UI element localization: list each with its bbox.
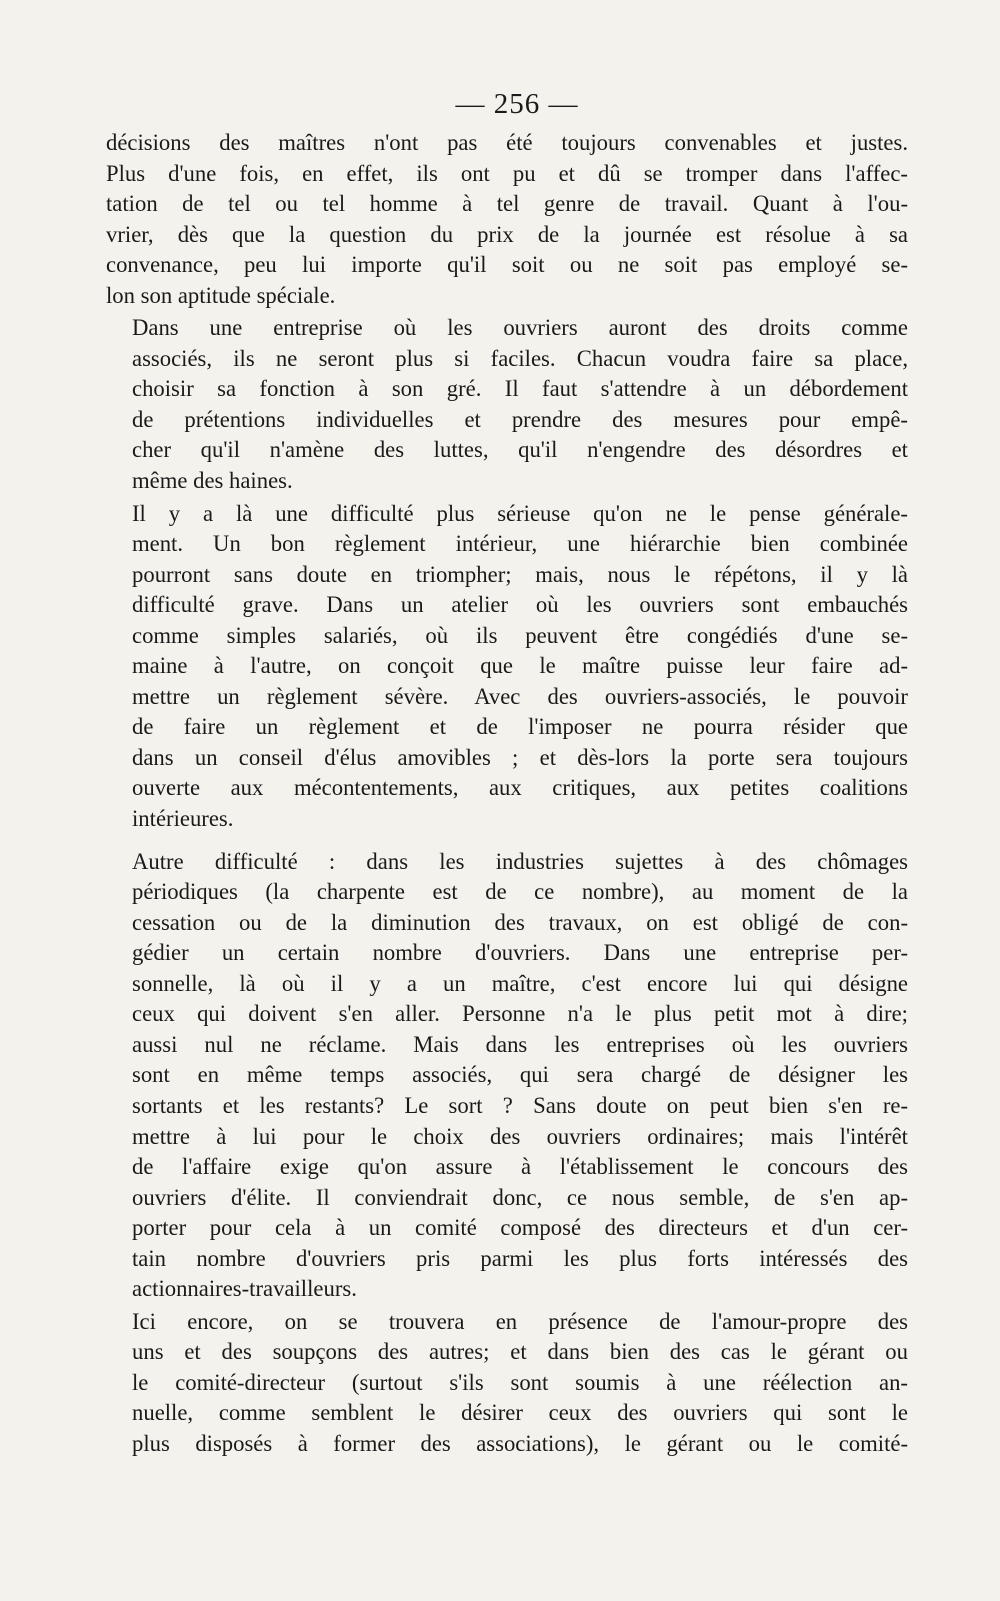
text-line: de faire un règlement et de l'imposer ne pourra résider que: [132, 714, 908, 740]
text-line: le comité-directeur (surtout s'ils sont soumis à une réélection an-: [132, 1369, 908, 1395]
text-line: convenance, peu lui importe qu'il soit ou ne soit pas employé se-: [106, 252, 908, 278]
text-line: nuelle, comme semblent le désirer ceux des ouvriers qui sont le: [132, 1400, 908, 1426]
text-line: ouverte aux mécontentements, aux critiques, aux petites coalitions: [132, 775, 908, 801]
text-line: sortants et les restants? Le sort ? Sans doute on peut bien s'en re-: [132, 1092, 908, 1118]
text-line: mettre un règlement sévère. Avec des ouvriers-associés, le pouvoir: [132, 683, 908, 709]
text-line: tation de tel ou tel homme à tel genre de travail. Quant à l'ou-: [106, 191, 908, 217]
body-text: [106, 128, 908, 1460]
text-line: périodiques (la charpente est de ce nombre), au moment de la: [132, 879, 908, 905]
text-line: décisions des maîtres n'ont pas été toujours convenables et justes.: [106, 130, 908, 155]
text-line: vrier, dès que la question du prix de la journée est résolue à sa: [106, 221, 908, 247]
text-line: Il y a là une difficulté plus sérieuse qu'on ne le pense générale-: [132, 500, 908, 526]
text-line: associés, ils ne seront plus si faciles. Chacun voudra faire sa place,: [132, 345, 908, 371]
text-line: difficulté grave. Dans un atelier où les ouvriers sont embauchés: [132, 592, 908, 618]
text-line: choisir sa fonction à son gré. Il faut s'attendre à un débordement: [132, 376, 908, 402]
text-line: sont en même temps associés, qui sera chargé de désigner les: [132, 1062, 908, 1088]
text-line: ouvriers d'élite. Il conviendrait donc, ce nous semble, de s'en ap-: [132, 1184, 908, 1210]
text-line: actionnaires-travailleurs.: [132, 1276, 357, 1302]
text-line: de prétentions individuelles et prendre des mesures pour empê-: [132, 406, 908, 432]
text-line: aussi nul ne réclame. Mais dans les entreprises où les ouvriers: [132, 1031, 908, 1057]
text-line: Dans une entreprise où les ouvriers auront des droits comme: [132, 315, 908, 341]
text-line: même des haines.: [132, 468, 293, 494]
text-line: lon son aptitude spéciale.: [106, 282, 336, 308]
paragraph-3: [106, 499, 908, 835]
text-line: gédier un certain nombre d'ouvriers. Dans une entreprise per-: [132, 940, 908, 966]
text-line: maine à l'autre, on conçoit que le maître puisse leur faire ad-: [132, 653, 908, 679]
paragraph-5: [106, 1307, 908, 1460]
text-line: porter pour cela à un comité composé des directeurs et d'un cer-: [132, 1215, 908, 1241]
text-line: pourront sans doute en triompher; mais, nous le répétons, il y là: [132, 561, 908, 587]
text-line: comme simples salariés, où ils peuvent être congédiés d'une se-: [132, 622, 908, 648]
text-line: plus disposés à former des associations), le gérant ou le comité-: [132, 1430, 908, 1456]
text-line: de l'affaire exige qu'on assure à l'établissement le concours des: [132, 1154, 908, 1180]
paragraph-2: [106, 313, 908, 496]
text-line: cessation ou de la diminution des travaux, on est obligé de con-: [132, 909, 908, 935]
text-line: tain nombre d'ouvriers pris parmi les plus forts intéressés des: [132, 1245, 908, 1271]
text-line: ceux qui doivent s'en aller. Personne n'a le plus petit mot à dire;: [132, 1001, 908, 1027]
paragraph-4: [106, 847, 908, 1305]
text-line: Ici encore, on se trouvera en présence de l'amour-propre des: [132, 1308, 908, 1334]
page-number: — 256 —: [455, 88, 579, 120]
text-line: mettre à lui pour le choix des ouvriers ordinaires; mais l'intérêt: [132, 1123, 908, 1149]
text-line: ment. Un bon règlement intérieur, une hiérarchie bien combinée: [132, 531, 908, 557]
text-line: cher qu'il n'amène des luttes, qu'il n'engendre des désordres et: [132, 437, 908, 463]
text-line: sonnelle, là où il y a un maître, c'est encore lui qui désigne: [132, 970, 908, 996]
text-line: intérieures.: [132, 806, 234, 832]
text-line: Plus d'une fois, en effet, ils ont pu et dû se tromper dans l'affec-: [106, 160, 908, 186]
text-line: dans un conseil d'élus amovibles ; et dès-lors la porte sera toujours: [132, 744, 908, 770]
text-line: Autre difficulté : dans les industries sujettes à des chômages: [132, 848, 908, 874]
text-line: uns et des soupçons des autres; et dans bien des cas le gérant ou: [132, 1339, 908, 1365]
paragraph-1: [106, 128, 908, 311]
